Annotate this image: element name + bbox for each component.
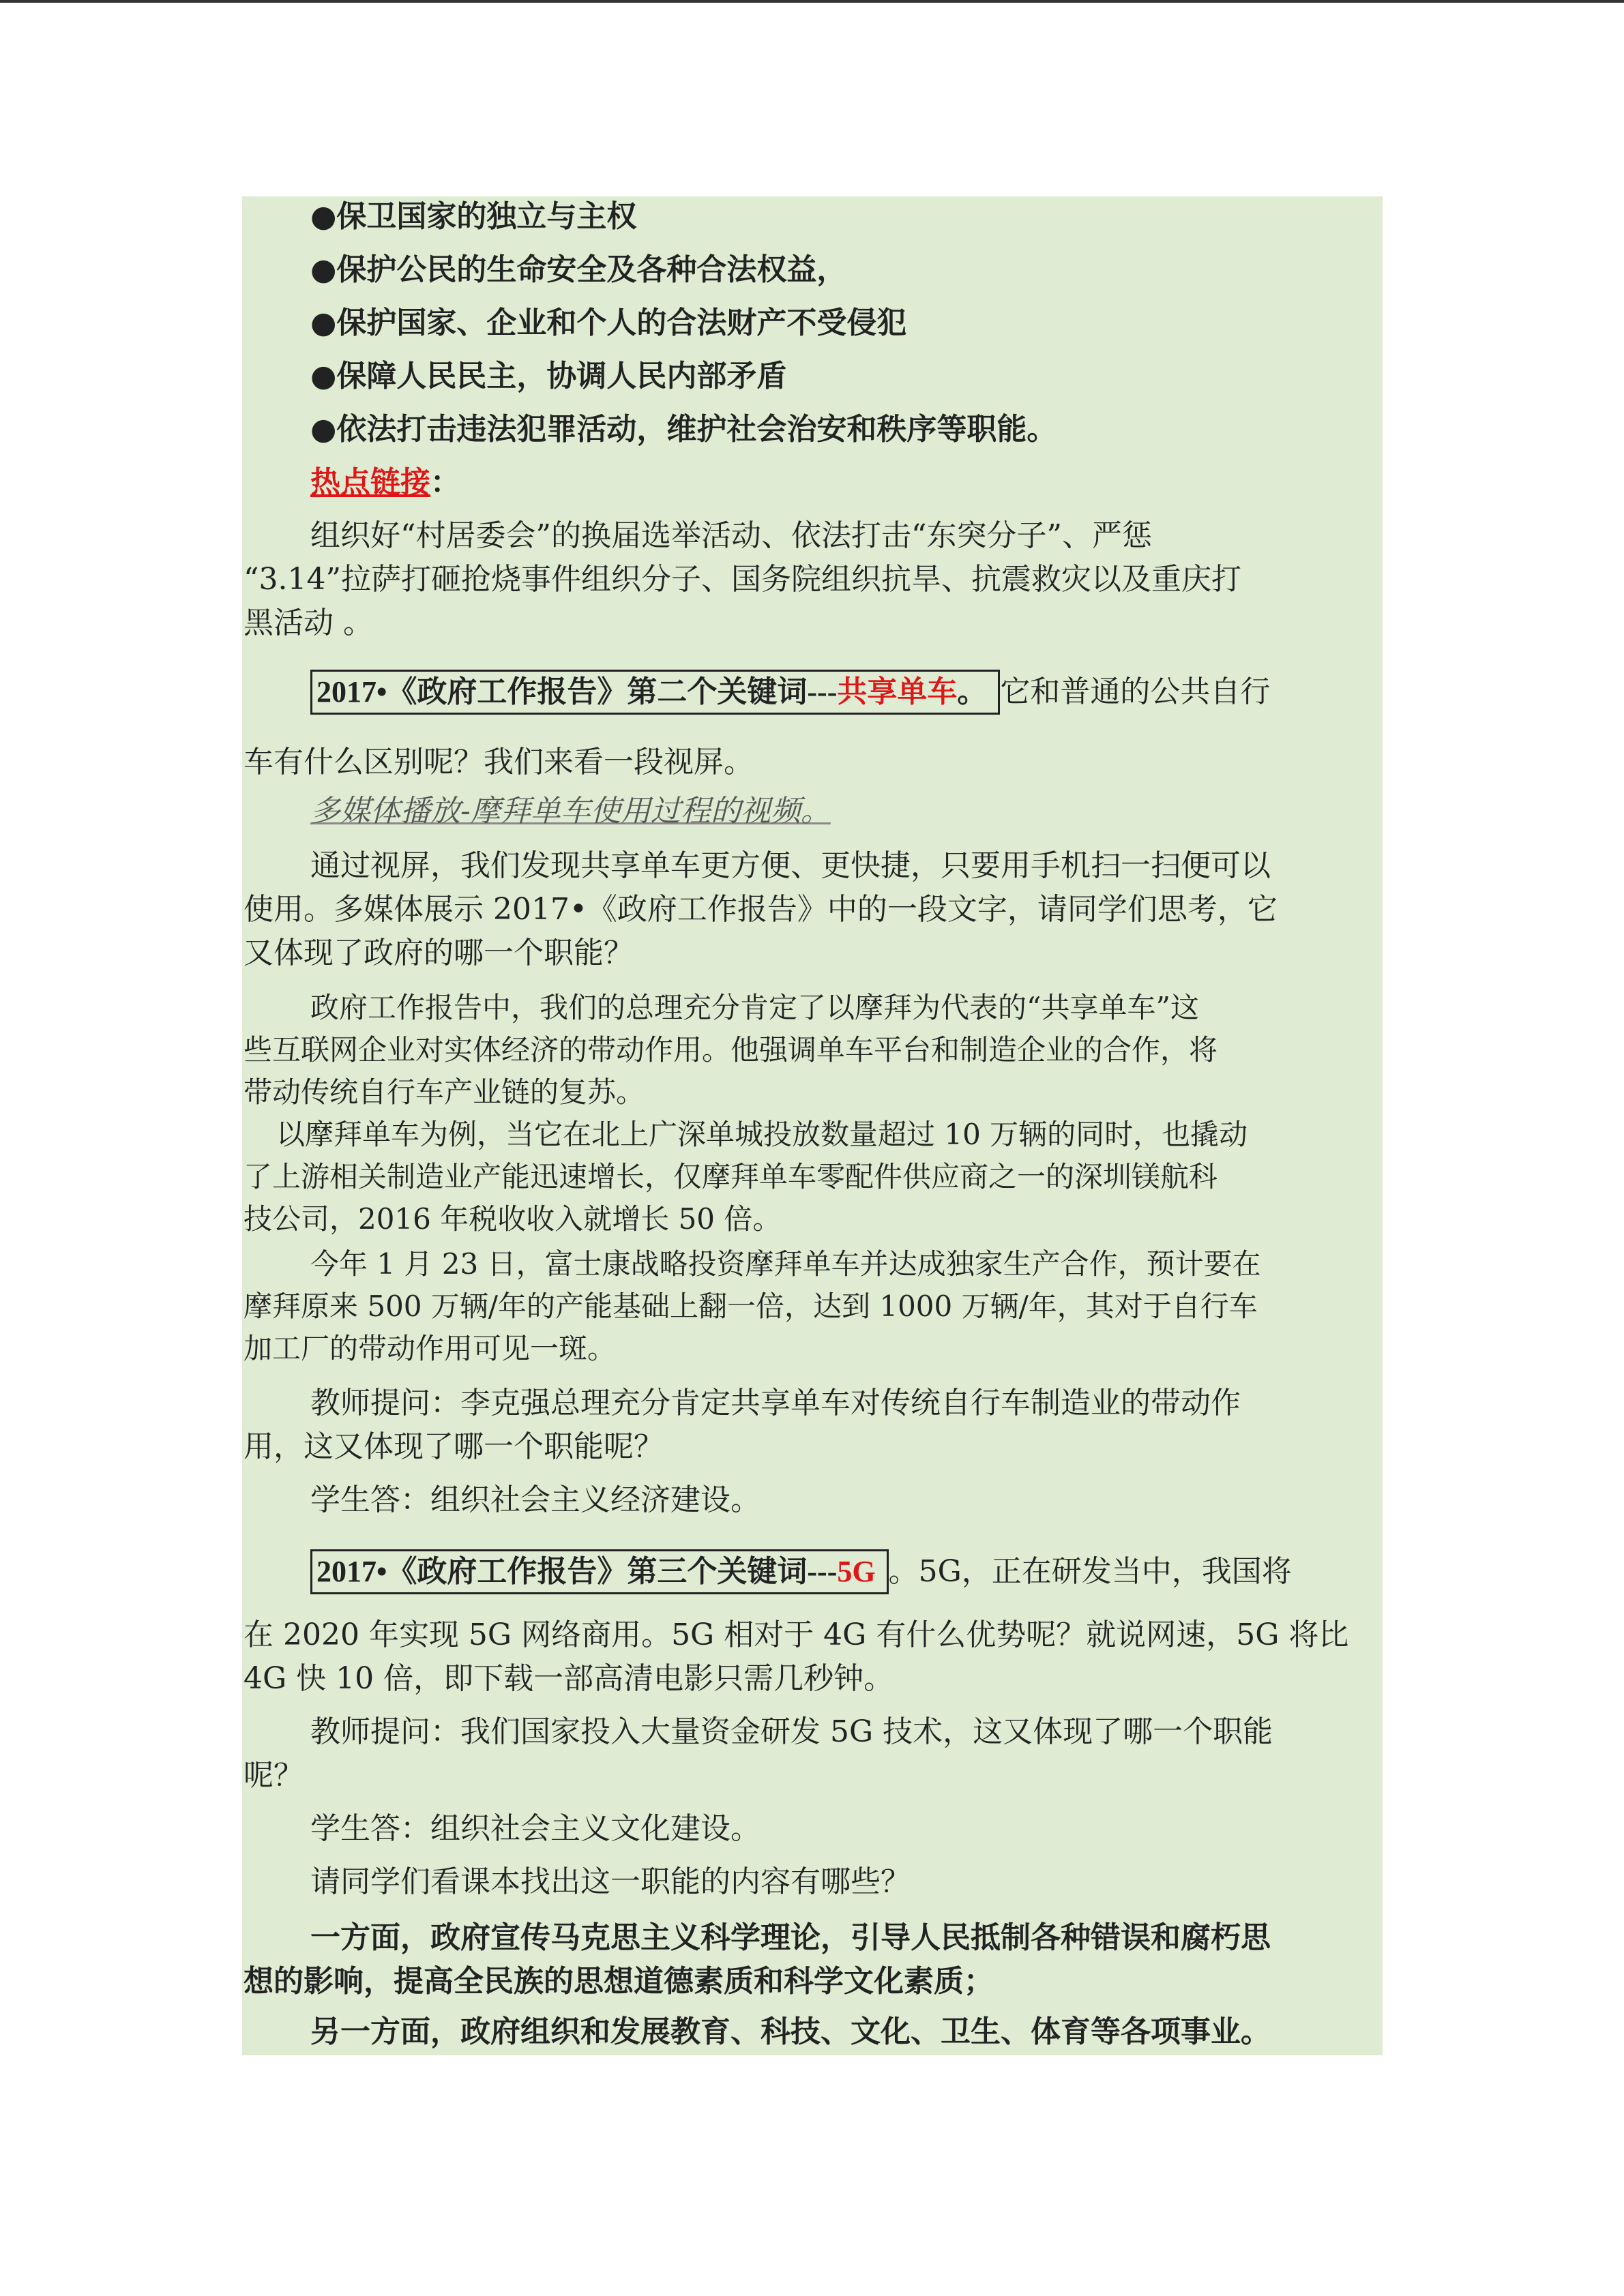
bullet-item: ●保障人民民主，协调人民内部矛盾 (310, 359, 787, 393)
paragraph-line: 了上游相关制造业产能迅速增长，仅摩拜单车零配件供应商之一的深圳镁航科 (243, 1160, 1218, 1193)
paragraph-line: 使用。多媒体展示 2017•《政府工作报告》中的一段文字，请同学们思考，它 (243, 892, 1278, 927)
top-border-line (0, 0, 1624, 3)
paragraph-line: 些互联网企业对实体经济的带动作用。他强调单车平台和制造企业的合作，将 (243, 1033, 1218, 1067)
paragraph-line: 4G 快 10 倍，即下载一部高清电影只需几秒钟。 (243, 1661, 894, 1696)
teacher-question: 呢？ (243, 1758, 304, 1793)
document-content-panel (242, 196, 1383, 2055)
bullet-item: ●保护国家、企业和个人的合法财产不受侵犯 (310, 305, 907, 340)
keyword-box-text: 2017•《政府工作报告》第二个关键词--- (316, 675, 838, 709)
student-answer: 学生答：组织社会主义经济建设。 (310, 1482, 761, 1517)
paragraph-line: 加工厂的带动作用可见一斑。 (243, 1332, 617, 1365)
teacher-question: 教师提问：我们国家投入大量资金研发 5G 技术，这又体现了哪一个职能 (310, 1714, 1273, 1749)
student-answer: 学生答：组织社会主义文化建设。 (310, 1811, 761, 1846)
keyword-two-box (310, 670, 1000, 715)
bold-paragraph-line: 想的影响，提高全民族的思想道德素质和科学文化素质； (243, 1964, 994, 1999)
teacher-question: 用，这又体现了哪一个职能呢？ (243, 1429, 664, 1464)
paragraph-line: 组织好“村居委会”的换届选举活动、依法打击“东突分子”、严惩 (310, 518, 1152, 553)
paragraph-line: 政府工作报告中，我们的总理充分肯定了以摩拜为代表的“共享单车”这 (310, 991, 1199, 1024)
paragraph-line: 通过视屏，我们发现共享单车更方便、更快捷，只要用手机扫一扫便可以 (310, 848, 1271, 883)
paragraph-line: 以摩拜单车为例，当它在北上广深单城投放数量超过 10 万辆的同时，也撬动 (276, 1118, 1248, 1151)
paragraph-line: 车有什么区别呢？我们来看一段视屏。 (243, 745, 754, 779)
keyword-two-line (310, 670, 1270, 715)
keyword-three-trailing-text: 。5G，正在研发当中，我国将 (888, 1554, 1292, 1589)
paragraph-line: 今年 1 月 23 日，富士康战略投资摩拜单车并达成独家生产合作，预计要在 (310, 1247, 1261, 1281)
hotlink-heading (310, 462, 460, 503)
bullet-item: ●保护公民的生命安全及各种合法权益， (310, 252, 847, 287)
paragraph-line: 在 2020 年实现 5G 网络商用。5G 相对于 4G 有什么优势呢？就说网速，5G 将比 (243, 1617, 1349, 1652)
bold-paragraph-line: 另一方面，政府组织和发展教育、科技、文化、卫生、体育等各项事业。 (310, 2014, 1271, 2049)
paragraph-line: “3.14”拉萨打砸抢烧事件组织分子、国务院组织抗旱、抗震救灾以及重庆打 (243, 562, 1241, 597)
hotlink-label: 热点链接 (310, 465, 430, 500)
paragraph-line: 带动传统自行车产业链的复苏。 (243, 1075, 645, 1109)
prompt-line: 请同学们看课本找出这一职能的内容有哪些？ (310, 1864, 911, 1899)
bold-paragraph-line: 一方面，政府宣传马克思主义科学理论，引导人民抵制各种错误和腐朽思 (310, 1920, 1271, 1955)
keyword-box-text: 2017•《政府工作报告》第三个关键词--- (316, 1555, 838, 1588)
bullet-item: ●依法打击违法犯罪活动，维护社会治安和秩序等职能。 (310, 412, 1057, 447)
paragraph-line: 又体现了政府的哪一个职能？ (243, 936, 634, 970)
keyword-box-suffix: 。 (957, 675, 988, 709)
teacher-question: 教师提问：李克强总理充分肯定共享单车对传统自行车制造业的带动作 (310, 1386, 1241, 1420)
keyword-highlight: 5G (837, 1555, 876, 1588)
paragraph-line: 黑活动 。 (243, 606, 373, 640)
keyword-three-line (310, 1549, 1292, 1594)
keyword-highlight: 共享单车 (837, 675, 958, 709)
keyword-three-box (310, 1549, 889, 1594)
paragraph-line: 技公司，2016 年税收收入就增长 50 倍。 (243, 1202, 782, 1236)
media-note: 多媒体播放-摩拜单车使用过程的视频。 (310, 794, 831, 829)
paragraph-line: 摩拜原来 500 万辆/年的产能基础上翻一倍，达到 1000 万辆/年，其对于自行车 (243, 1289, 1258, 1323)
keyword-two-trailing-text: 它和普通的公共自行 (1000, 674, 1271, 709)
hotlink-colon: ： (430, 465, 460, 500)
bullet-item: ●保卫国家的独立与主权 (310, 199, 637, 234)
